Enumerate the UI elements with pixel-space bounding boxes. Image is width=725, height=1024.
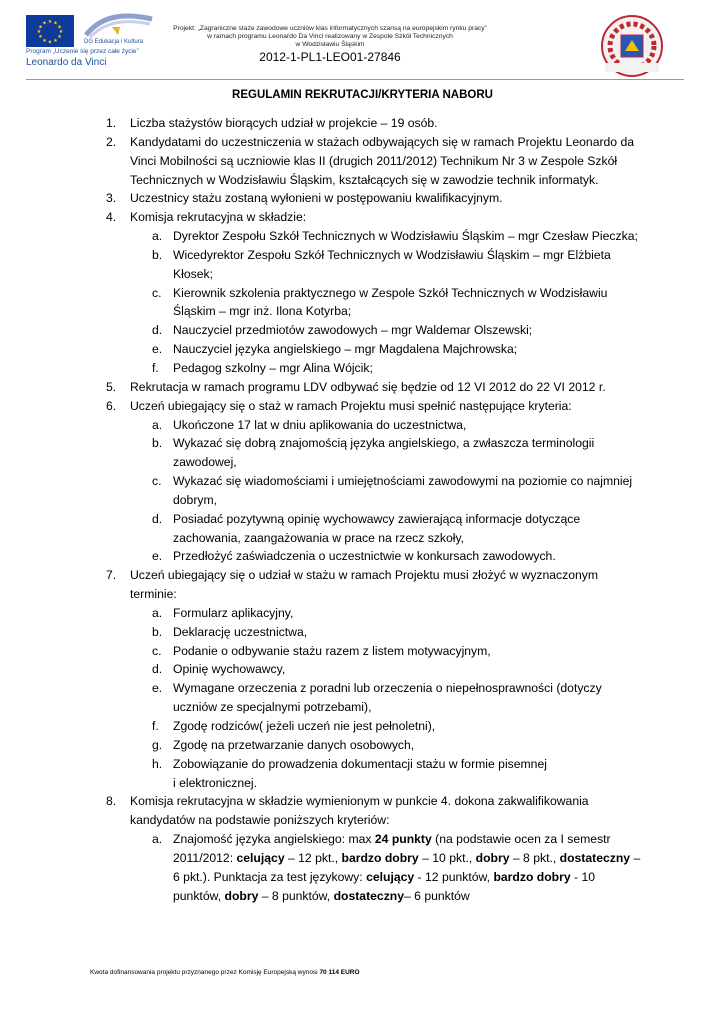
eu-flag-icon (26, 15, 74, 47)
list-marker: a. (152, 417, 163, 432)
document-title: REGULAMIN REKRUTACJI/KRYTERIA NABORU (232, 89, 493, 101)
list-marker: a. (152, 605, 163, 620)
list-marker: f. (152, 360, 159, 375)
svg-text:★: ★ (42, 20, 47, 27)
list-text: Wykazać się dobrą znajomością języka angielskiego, a zwłaszcza terminologii (173, 436, 595, 451)
bold-text: bardzo dobry (341, 850, 419, 865)
list-marker: 6. (106, 398, 117, 413)
svg-text:★: ★ (57, 24, 62, 31)
text-segment: – 8 punktów, (258, 888, 334, 903)
list-item-continuation (0, 811, 725, 830)
list-text: Komisja rekrutacyjna w składzie: (130, 210, 307, 225)
list-text: Nauczyciel przedmiotów zawodowych – mgr Waldemar Olszewski; (173, 323, 533, 338)
list-text: Wicedyrektor Zespołu Szkół Technicznych w Wodzisławiu Śląskim – mgr Elżbieta (173, 247, 611, 262)
list-item (0, 566, 725, 585)
list-text: Zgodę na przetwarzanie danych osobowych, (173, 737, 415, 752)
list-text: terminie: (130, 587, 177, 602)
sub-list-item (0, 416, 725, 435)
list-item-continuation (0, 529, 725, 548)
list-text: Nauczyciel języka angielskiego – mgr Magdalena Majchrowska; (173, 342, 518, 357)
list-item-continuation (0, 491, 725, 510)
svg-text:★: ★ (47, 19, 53, 25)
header-divider (26, 79, 684, 80)
sub-list-item (0, 717, 725, 736)
bold-text: dostateczny (333, 888, 405, 903)
list-text: zawodowej, (173, 455, 237, 470)
list-marker: 3. (106, 191, 117, 206)
list-marker: g. (152, 737, 163, 752)
list-item-continuation (0, 152, 725, 171)
sub-list-item (0, 830, 725, 849)
list-text: Opinię wychowawcy, (173, 662, 286, 677)
svg-text:★: ★ (38, 34, 43, 40)
sub-list-item (0, 623, 725, 642)
list-marker: 1. (106, 116, 117, 130)
list-text: Kandydatami do uczestniczenia w stażach odbywających się w ramach Projektu Leonardo da (130, 134, 635, 149)
sub-list-item (0, 642, 725, 661)
list-text: Deklarację uczestnictwa, (173, 624, 308, 639)
page-footer (90, 969, 360, 976)
footer-text: Kwota dofinansowania projektu przyznanego przez Komisję Europejską wynosi (90, 969, 320, 976)
list-item-continuation (0, 887, 725, 906)
project-line: w Wodzisławiu Śląskim (295, 41, 365, 48)
svg-text:★: ★ (53, 20, 58, 27)
sub-list-item (0, 510, 725, 529)
list-item-continuation (0, 171, 725, 190)
svg-text:★: ★ (38, 24, 43, 31)
list-text: Liczba stażystów biorących udział w projekcie – 19 osób. (130, 116, 438, 130)
list-item-continuation (0, 849, 725, 868)
list-text: kandydatów na podstawie poniższych kryteriów: (130, 813, 390, 828)
program-label: Program „Uczenie się przez całe życie” (26, 48, 139, 55)
list-text: Technicznych w Wodzisławiu Śląskim, kształcących się w zawodzie technik informatyk. (130, 172, 599, 187)
list-marker: d. (152, 662, 163, 677)
list-text: dobrym, (173, 492, 218, 507)
bold-text: celujący (236, 850, 285, 865)
text-segment: – 12 pkt., (284, 850, 342, 865)
project-line: Projekt: „Zagraniczne staże zawodowe uczniów klas informatycznych szansą na europejskim rynku pracy” (173, 25, 487, 32)
text-segment: 6 pkt.). Punktacja za test językowy: (173, 869, 367, 884)
sub-list-item (0, 660, 725, 679)
dg-education-logo-icon (84, 11, 154, 39)
list-marker: 7. (106, 568, 117, 583)
list-text: Uczeń ubiegający się o staż w ramach Projektu musi spełnić następujące kryteria: (130, 398, 572, 413)
list-item-continuation (0, 868, 725, 887)
list-marker: e. (152, 549, 163, 564)
list-text: Kłosek; (173, 266, 213, 281)
list-marker: c. (152, 474, 162, 489)
sub-list-item (0, 755, 725, 774)
text-segment: – 8 pkt., (509, 850, 560, 865)
school-logo-icon (597, 13, 667, 79)
list-text: Kierownik szkolenia praktycznego w Zespole Szkół Technicznych w Wodzisławiu (173, 285, 608, 300)
sub-list-item (0, 736, 725, 755)
bold-text: celujący (366, 869, 415, 884)
sub-list-item (0, 604, 725, 623)
list-marker: d. (152, 511, 163, 526)
list-item (0, 397, 725, 416)
list-marker: e. (152, 342, 163, 357)
list-marker: b. (152, 624, 163, 639)
list-marker: a. (152, 229, 163, 244)
svg-text:★: ★ (42, 38, 47, 44)
list-text: Pedagog szkolny – mgr Alina Wójcik; (173, 360, 373, 375)
svg-text:★: ★ (47, 39, 53, 46)
list-marker: b. (152, 247, 163, 262)
list-text: zachowania, zaangażowania w prace na rzecz szkoły, (173, 530, 465, 545)
list-marker: c. (152, 643, 162, 658)
dg-label: DG Edukacja i Kultura (84, 39, 144, 45)
list-text: Posiadać pozytywną opinię wychowawcy zawierającą informacje dotyczące (173, 511, 581, 526)
list-text: Formularz aplikacyjny, (173, 605, 294, 620)
list-item-continuation (0, 774, 725, 793)
list-item (0, 114, 725, 133)
list-item-continuation (0, 453, 725, 472)
page-header (0, 0, 725, 82)
sub-list-item (0, 547, 725, 566)
list-text: Wykazać się wiadomościami i umiejętnościami zawodowymi na poziomie co najmniej (173, 474, 633, 489)
bold-text: dobry (475, 850, 510, 865)
list-text: Komisja rekrutacyjna w składzie wymienionym w punkcie 4. dokona zakwalifikowania (130, 794, 589, 809)
sub-list-item (0, 227, 725, 246)
list-text: i elektronicznej. (173, 775, 257, 790)
regulation-list (0, 114, 725, 905)
bold-text: dobry (224, 888, 259, 903)
text-segment: Znajomość języka angielskiego: max (173, 832, 375, 847)
text-segment: – 10 pkt., (418, 850, 476, 865)
list-text: Podanie o odbywanie stażu razem z listem motywacyjnym, (173, 643, 491, 658)
text-segment: 2011/2012: (173, 850, 237, 865)
list-item (0, 133, 725, 152)
list-text: Rekrutacja w ramach programu LDV odbywać się będzie od 12 VI 2012 do 22 VI 2012 r. (130, 379, 606, 394)
svg-text:★: ★ (36, 29, 42, 35)
list-marker: b. (152, 436, 163, 451)
list-item-continuation (0, 698, 725, 717)
list-text: uczniów ze specjalnymi potrzebami), (173, 700, 372, 715)
svg-text:★: ★ (57, 34, 62, 40)
sub-list-item (0, 472, 725, 491)
sub-list-item (0, 434, 725, 453)
list-marker: 5. (106, 379, 117, 394)
list-marker: e. (152, 681, 163, 696)
bold-text: bardzo dobry (493, 869, 571, 884)
list-marker: 2. (106, 134, 117, 149)
list-text: Przedłożyć zaświadczenia o uczestnictwie w konkursach zawodowych. (173, 549, 556, 564)
list-item (0, 189, 725, 208)
text-segment: - 10 (570, 869, 596, 884)
list-marker: c. (152, 285, 162, 300)
list-text: Ukończone 17 lat w dniu aplikowania do uczestnictwa, (173, 417, 467, 432)
list-text: Śląskim – mgr inż. Ilona Kotyrba; (173, 304, 352, 319)
list-marker: d. (152, 323, 163, 338)
text-segment: punktów, (173, 888, 225, 903)
bold-text: dostateczny (559, 850, 631, 865)
bold-text: 24 punkty (374, 832, 432, 847)
list-text: Vinci Mobilności są uczniowie klas II (drugich 2011/2012) Technikum Nr 3 w Zespole Szkół (130, 153, 618, 168)
project-line: w ramach programu Leonardo Da Vinci realizowany w Zespole Szkół Technicznych (207, 33, 453, 40)
list-marker: h. (152, 756, 163, 771)
list-text: Dyrektor Zespołu Szkół Technicznych w Wodzisławiu Śląskim – mgr Czesław Pieczka; (173, 229, 638, 244)
text-segment: – (630, 850, 641, 865)
list-item (0, 208, 725, 227)
sub-list-item (0, 321, 725, 340)
list-text: Zgodę rodziców( jeżeli uczeń nie jest pełnoletni), (173, 719, 436, 733)
svg-text:★: ★ (58, 29, 64, 35)
list-item (0, 378, 725, 397)
svg-text:★: ★ (53, 38, 58, 44)
list-marker: 8. (106, 794, 117, 809)
list-marker: a. (152, 832, 163, 847)
footer-amount: 70 114 EURO (319, 969, 360, 976)
project-code: 2012-1-PL1-LEO01-27846 (259, 50, 401, 64)
ldv-label: Leonardo da Vinci (26, 57, 107, 68)
list-marker: f. (152, 719, 159, 733)
list-text: Uczeń ubiegający się o udział w stażu w ramach Projektu musi złożyć w wyznaczonym (130, 568, 599, 583)
list-text: Wymagane orzeczenia z poradni lub orzeczenia o niepełnosprawności (dotyczy (173, 681, 602, 696)
text-segment: - 12 punktów, (414, 869, 494, 884)
sub-list-item (0, 340, 725, 359)
text-segment: (na podstawie ocen za I semestr (431, 832, 611, 847)
sub-list-item (0, 359, 725, 378)
list-item (0, 792, 725, 811)
sub-list-item (0, 679, 725, 698)
sub-list-item (0, 284, 725, 303)
list-marker: 4. (106, 210, 117, 225)
list-item-continuation (0, 265, 725, 284)
list-item-continuation (0, 585, 725, 604)
text-segment: – 6 punktów (404, 888, 470, 903)
list-text: Zobowiązanie do prowadzenia dokumentacji stażu w formie pisemnej (173, 756, 547, 771)
list-text: Uczestnicy stażu zostaną wyłonieni w postępowaniu kwalifikacyjnym. (130, 191, 503, 206)
sub-list-item (0, 246, 725, 265)
list-item-continuation (0, 302, 725, 321)
